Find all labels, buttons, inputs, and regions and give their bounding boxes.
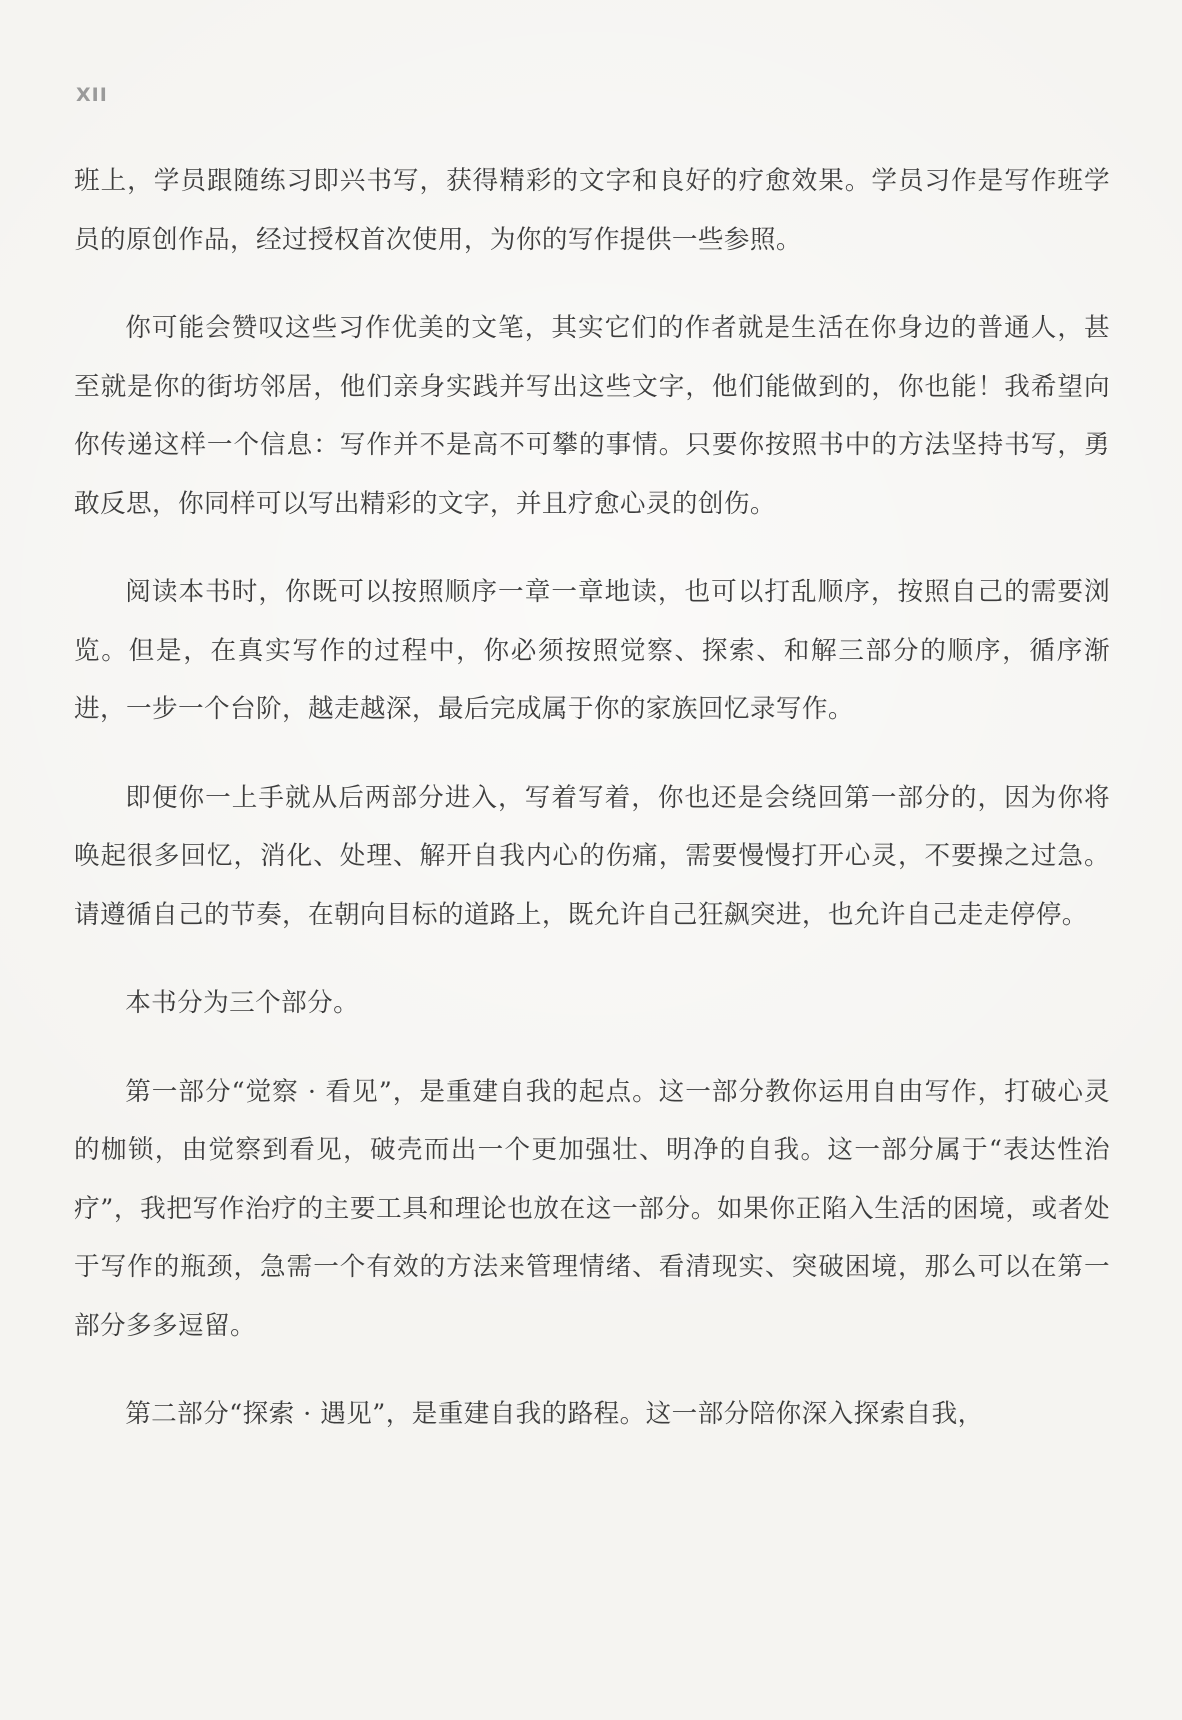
paragraph: 第二部分“探索 · 遇见”，是重建自我的路程。这一部分陪你深入探索自我， — [125, 1399, 984, 1429]
paragraph: 你可能会赞叹这些习作优美的文笔，其实它们的作者就是生活在你身边的普通人，甚至就是你的街坊邻居，他们亲身实践并写出这些文字，他们能做到的，你也能！我希望向你传递这样一个信息：写作并不是高不可攀的事情。只要你按照书中的方法坚持书写，勇敢反思，你同样可以写出精彩的文字，并且疗愈心灵的创伤。 — [74, 313, 1110, 519]
paragraph: 本书分为三个部分。 — [125, 988, 360, 1018]
page-number: XII — [76, 84, 108, 106]
paragraph: 第一部分“觉察 · 看见”，是重建自我的起点。这一部分教你运用自由写作，打破心灵的枷锁，由觉察到看见，破壳而出一个更加强壮、明净的自我。这一部分属于“表达性治疗”，我把写作治疗的主要工具和理论也放在这一部分。如果你正陷入生活的困境，或者处于写作的瓶颈，急需一个有效的方法来管理情绪、看清现实、突破困境，那么可以在第一部分多多逗留。 — [74, 1076, 1110, 1341]
body-text — [74, 152, 1110, 1474]
paragraph: 阅读本书时，你既可以按照顺序一章一章地读，也可以打乱顺序，按照自己的需要浏览。但是，在真实写作的过程中，你必须按照觉察、探索、和解三部分的顺序，循序渐进，一步一个台阶，越走越深，最后完成属于你的家族回忆录写作。 — [74, 577, 1110, 724]
paragraph: 即便你一上手就从后两部分进入，写着写着，你也还是会绕回第一部分的，因为你将唤起很多回忆，消化、处理、解开自我内心的伤痛，需要慢慢打开心灵，不要操之过急。请遵循自己的节奏，在朝向目标的道路上，既允许自己狂飙突进，也允许自己走走停停。 — [74, 782, 1110, 930]
paragraph-continuation: 班上，学员跟随练习即兴书写，获得精彩的文字和良好的疗愈效果。学员习作是写作班学员的原创作品，经过授权首次使用，为你的写作提供一些参照。 — [74, 166, 1110, 255]
